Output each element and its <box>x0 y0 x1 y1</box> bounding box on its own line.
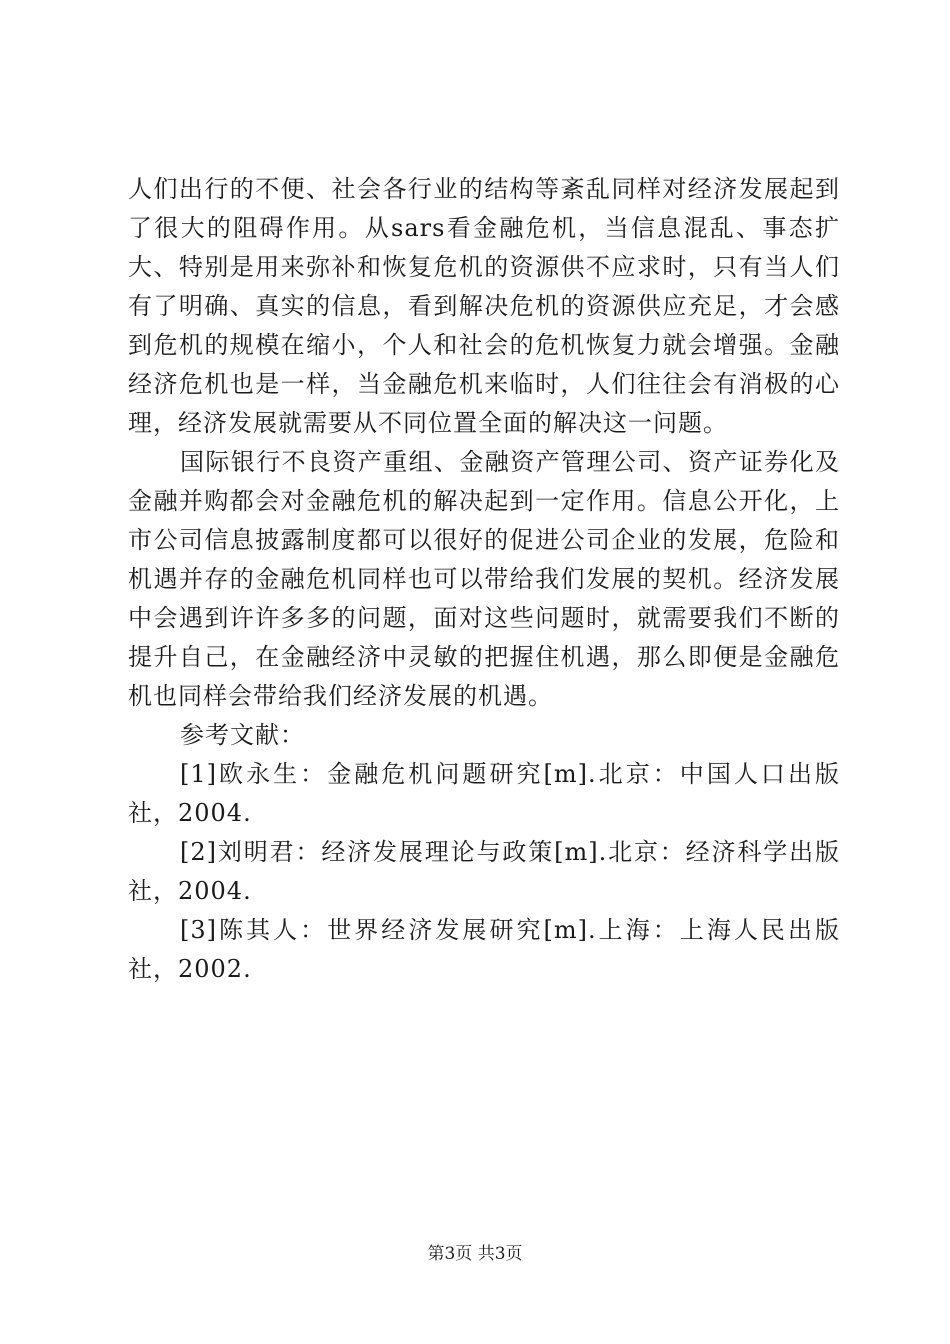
reference-item: [2]刘明君：经济发展理论与政策[m].北京：经济科学出版社，2004. <box>128 838 840 905</box>
references-heading: 参考文献： <box>180 721 305 749</box>
reference-item: [3]陈其人：世界经济发展研究[m].上海：上海人民出版社，2002. <box>128 916 840 983</box>
body-paragraph: 人们出行的不便、社会各行业的结构等紊乱同样对经济发展起到了很大的阻碍作用。从sars看金融危机，当信息混乱、事态扩大、特别是用来弥补和恢复危机的资源供不应求时，只有当人们有了明确、真实的信息，看到解决危机的资源供应充足，才会感到危机的规模在缩小，个人和社会的危机恢复力就会增强。金融经济危机也是一样，当金融危机来临时，人们往往会有消极的心理，经济发展就需要从不同位置全面的解决这一问题。 <box>128 175 840 437</box>
page-number-indicator: 第3页 共3页 <box>427 1244 523 1264</box>
document-body <box>128 170 840 989</box>
body-paragraph: 国际银行不良资产重组、金融资产管理公司、资产证券化及金融并购都会对金融危机的解决起到一定作用。信息公开化，上市公司信息披露制度都可以很好的促进公司企业的发展，危险和机遇并存的金融危机同样也可以带给我们发展的契机。经济发展中会遇到许许多多的问题，面对这些问题时，就需要我们不断的提升自己，在金融经济中灵敏的把握住机遇，那么即便是金融危机也同样会带给我们经济发展的机遇。 <box>128 448 840 710</box>
page-footer <box>0 1242 950 1266</box>
reference-item: [1]欧永生：金融危机问题研究[m].北京：中国人口出版社，2004. <box>128 760 840 827</box>
